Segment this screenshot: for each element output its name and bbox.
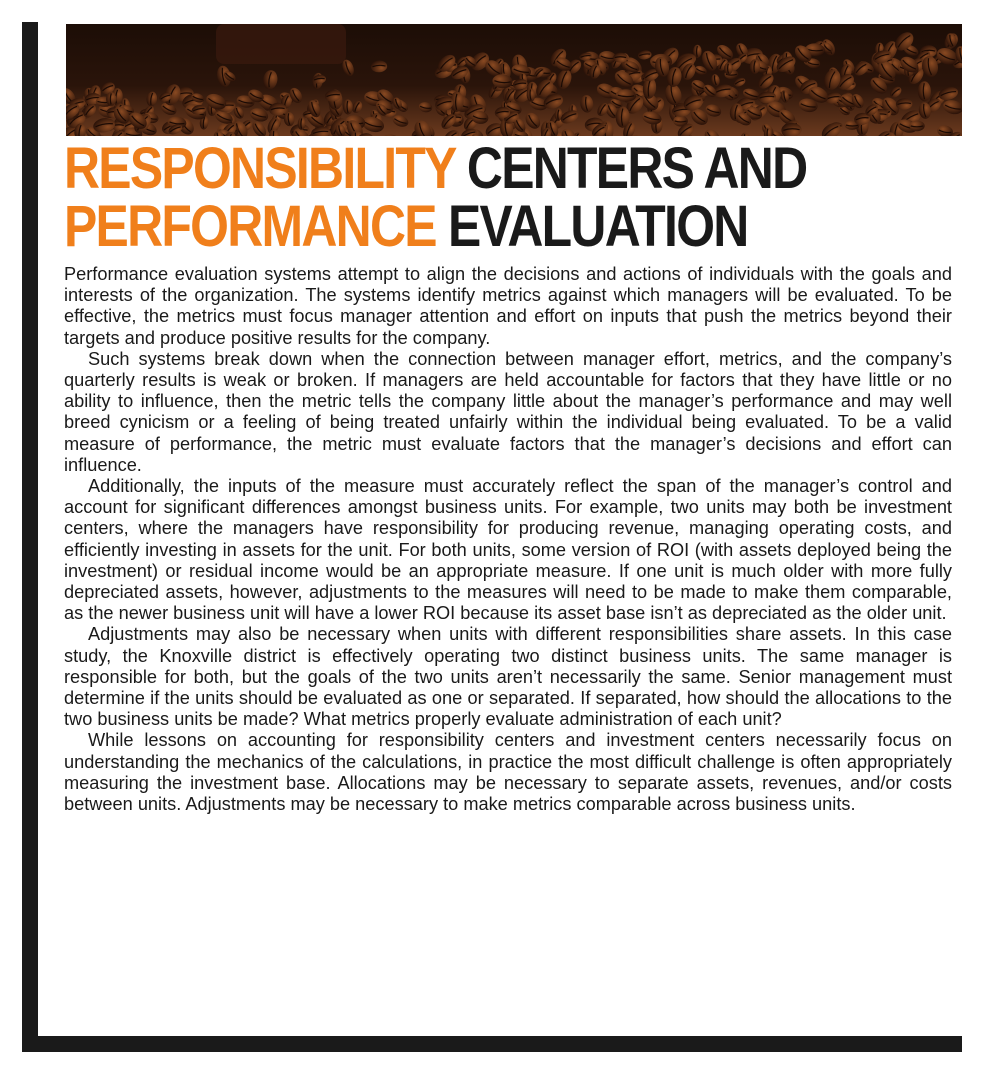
paragraph: Such systems break down when the connection between manager effort, metrics, and the company’s quarterly results is weak or broken. If managers are held accountable for factors that they have little or no ability to influence, then the metric tells the company little about the manager’s performance and may well breed cynicism or a feeling of being treated unfairly within the individual being evaluated. To be a valid measure of performance, the metric must evaluate factors that the manager’s decisions and effort can influence. <box>64 348 952 475</box>
paragraph: Additionally, the inputs of the measure must accurately reflect the span of the manager’s control and account for significant differences amongst business units. For example, two units may both be investment centers, where the managers have responsibility for producing revenue, managing operating costs, and efficiently investing in assets for the unit. For both units, some version of ROI (with assets deployed being the investment) or residual income would be an appropriate measure. If one unit is much older with more fully depreciated assets, however, adjustments to the measures will need to be made to make them comparable, as the newer business unit will have a lower ROI because its asset base isn’t as depreciated as the older unit. <box>64 476 952 624</box>
paragraph: Performance evaluation systems attempt to align the decisions and actions of individuals with the goals and interests of the organization. The systems identify metrics against which managers will be evaluated. To be effective, the metrics must focus manager attention and effort on inputs that push the metrics beyond their targets and produce positive results for the company. <box>64 264 952 348</box>
bottom-border-rule <box>22 1036 962 1052</box>
paragraph: Adjustments may also be necessary when units with different responsibilities share assets. In this case study, the Knoxville district is effectively operating two distinct business units. The same manager is responsible for both, but the goals of the two units aren’t necessarily the same. Senior management must determine if the units should be evaluated as one or separated. If separated, how should the allocations to the two business units be made? What metrics properly evaluate administration of each unit? <box>64 624 952 730</box>
coffee-beans-photo <box>66 24 962 136</box>
title-dark-words: CENTERS AND <box>466 136 807 201</box>
title-line-1 <box>64 136 821 201</box>
article-title <box>64 136 821 259</box>
title-line-2 <box>64 194 821 259</box>
title-accent-word: PERFORMANCE <box>64 194 436 259</box>
title-accent-word: RESPONSIBILITY <box>64 136 455 201</box>
left-border-rule <box>22 22 38 1052</box>
paragraph: While lessons on accounting for responsibility centers and investment centers necessarily focus on understanding the mechanics of the calculations, in practice the most difficult challenge is often appropriately measuring the investment base. Allocations may be necessary to separate assets, revenues, and/or costs between units. Adjustments may be necessary to make metrics comparable across business units. <box>64 730 952 815</box>
article-body <box>64 264 952 815</box>
coffee-beans-illustration <box>66 24 962 136</box>
title-dark-words: EVALUATION <box>447 194 748 259</box>
